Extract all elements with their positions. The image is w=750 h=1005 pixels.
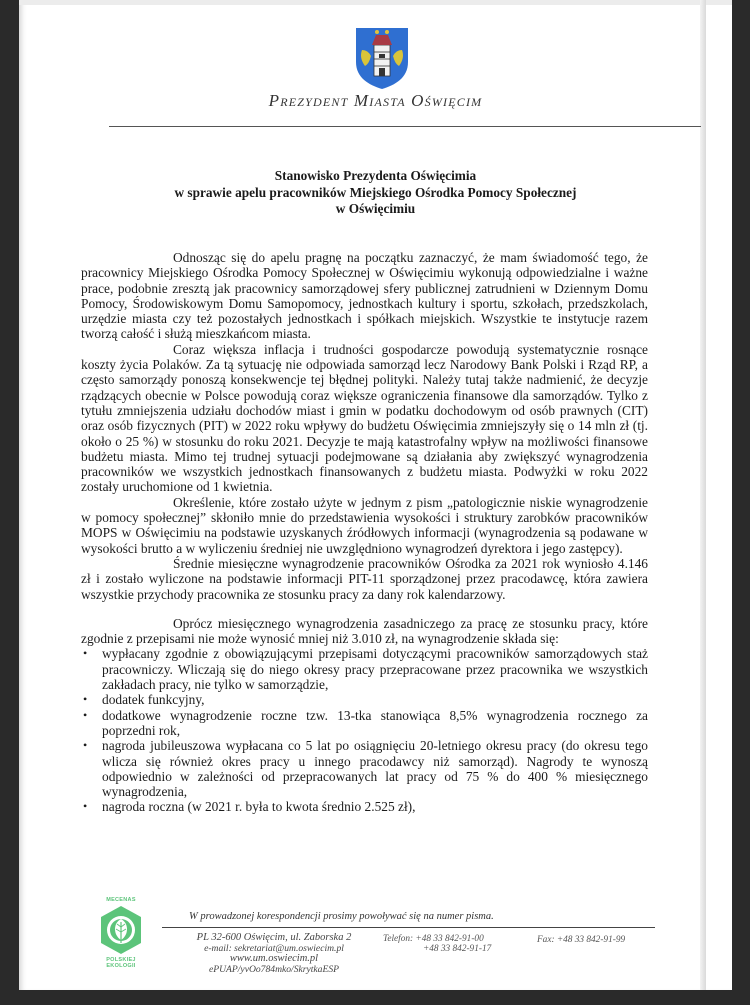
paragraph: Oprócz miesięcznego wynagrodzenia zasadniczego za pracę ze stosunku pracy, które zgodnie z przepisami nie może wynosić mniej niż 3.010 zł, na wynagrodzenie składa się: (81, 615, 648, 647)
fax-number: Fax: +48 33 842-91-99 (537, 935, 626, 945)
footer-divider (162, 927, 655, 928)
office-title: Prezydent Miasta Oświęcim (268, 91, 483, 110)
phone-number-2: +48 33 842-91-17 (423, 943, 492, 954)
paragraph: Odnosząc się do apelu pragnę na początku zaznaczyć, że mam świadomość tego, że pracownicy Miejskiego Ośrodka Pomocy Społecznej w Oświęcimiu wykonują odpowiedzialne i ważne prace, podobnie zresztą jak pracownicy samorządowej sfery publicznej zatrudnieni w Dziennym Domu Pomocy, Środowiskowym Domu Samopomocy, jednostkach kultury i sportu, szkołach, przedszkolach, urzędzie miasta czy też pozostałych jednostkach i spółkach miejskich. Wszystkie te instytucje razem tworzą całość i służą mieszkańcom miasta. (81, 250, 648, 342)
document-body (81, 250, 648, 815)
paragraph: Średnie miesięczne wynagrodzenie pracowników Ośrodka za 2021 rok wyniosło 4.146 zł i zostało wyliczone na podstawie informacji PIT-11 sporządzonej przez pracodawcę, która zawiera wszystkie przychody pracownika ze stosunku pracy za dany rok kalendarzowy. (81, 555, 648, 602)
email-address: e-mail: sekretariat@um.oswiecim.pl (204, 942, 344, 954)
leaf-hexagon-icon (99, 905, 143, 955)
address-block (174, 933, 374, 976)
list-item: • nagroda jubileuszowa wypłacana co 5 lat po osiągnięciu 20-letniego okresu pracy (do okresu tego wlicza się również okres pracy u innego pracodawcy niż samorząd). Nagrody te wynoszą odpowiednio w zależności od przepracowanych lat pracy od 75 % do 400 % miesięcznego wynagrodzenia, (81, 738, 648, 799)
phone-label: Telefon: (383, 934, 414, 944)
city-coat-of-arms-icon (353, 26, 411, 90)
phone-number-1: +48 33 842-91-00 (415, 934, 484, 944)
list-item: • wypłacany zgodnie z obowiązującymi przepisami dotyczącymi pracowników samorządowych staż pracowniczy. Wliczają się do niego okresy pracy przepracowane przez pracownika we wszystkich zakładach pracy, nie tylko w samorządzie, (81, 646, 648, 692)
scan-right-edge (700, 0, 706, 990)
postal-address: PL 32-600 Oświęcim, ul. Zaborska 2 (196, 932, 352, 943)
heading-line-1: Stanowisko Prezydenta Oświęcimia (274, 168, 477, 183)
epuap-address: ePUAP/yvOo784mko/SkrytkaESP (209, 964, 339, 976)
ecology-patron-logo (93, 897, 149, 977)
paragraph: Coraz większa inflacja i trudności gospodarcze powodują systematycznie rosnące koszty życia Polaków. Za tą sytuację nie odpowiada samorząd lecz Narodowy Bank Polski i Rząd RP, a często samorządy ponoszą konsekwencje tej błędnej polityki. Należy tutaj także nadmienić, że decyzje rządzących obecnie w Polsce powodują coraz większe ograniczenia finansowe dla samorządów. Tylko z tytułu zmniejszenia udziału dochodów miast i gmin w podatku dochodowym od osób prawnych (CIT) oraz osób fizycznych (PIT) w 2022 roku wpływy do budżetu Oświęcimia zmniejszyły się o 14 mln zł (tj. około o 25 %) w stosunku do roku 2021. Decyzje te mają katastrofalny wpływ na możliwości finansowe budżetu miasta. Mimo tej trudnej sytuacji podejmowane są działania aby zwiększyć wynagrodzenia pracowników we wszystkich jednostkach finansowanych z budżetu miasta. Podwyżki w roku 2022 zostały uruchomione od 1 kwietnia. (81, 341, 648, 495)
website: www.um.oswiecim.pl (229, 953, 319, 965)
phone-block (383, 935, 491, 954)
paragraph: Określenie, które zostało użyte w jednym z pism „patologicznie niskie wynagrodzenie w pomocy społecznej” skłoniło mnie do przedstawienia wysokości i struktury zarobków pracowników MOPS w Oświęcimiu na podstawie uzyskanych źródłowych informacji (wynagrodzenia są podawane w wysokości brutto a w wyliczeniu średniej nie uwzględniono wynagrodzeń dyrektora i jego zastępcy). (81, 494, 648, 556)
document-heading (19, 168, 732, 218)
list-item: • nagroda roczna (w 2021 r. była to kwota średnio 2.525 zł), (81, 799, 648, 814)
correspondence-note: W prowadzonej korespondencji prosimy powoływać się na numer pisma. (189, 911, 494, 922)
logo-top-text: MECENAS (106, 897, 136, 903)
salary-components-list (81, 646, 648, 814)
logo-bottom-text: POLSKIEJ EKOLOGII (106, 957, 136, 969)
list-item: • dodatkowe wynagrodzenie roczne tzw. 13-tka stanowiąca 8,5% wynagrodzenia rocznego za poprzedni rok, (81, 708, 648, 739)
heading-line-3: w Oświęcimiu (335, 201, 416, 216)
document-page (19, 0, 732, 990)
list-item: • dodatek funkcyjny, (81, 692, 648, 707)
header-divider (109, 126, 701, 127)
scan-top-edge (19, 0, 732, 5)
heading-line-2: w sprawie apelu pracowników Miejskiego Ośrodka Pomocy Społecznej (174, 184, 577, 200)
